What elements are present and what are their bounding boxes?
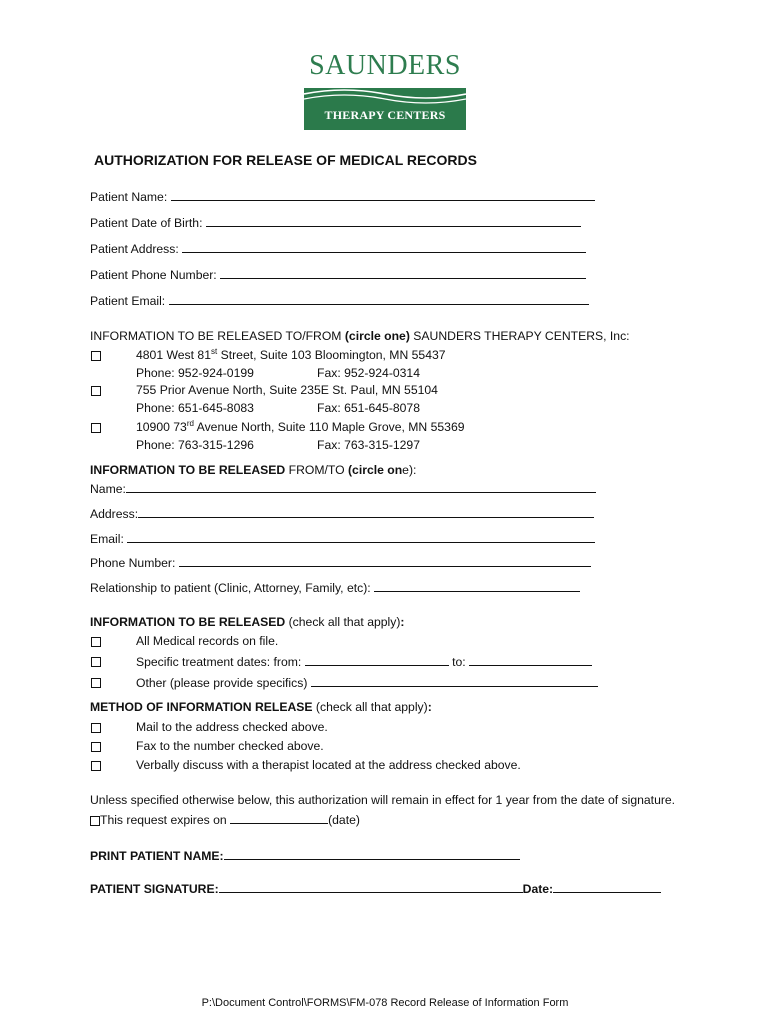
recipient-email-label: Email:	[90, 532, 124, 546]
logo-wordmark: SAUNDERS	[309, 50, 461, 81]
release-location-heading	[90, 329, 630, 343]
information-type-heading	[90, 615, 404, 629]
patient-email-label: Patient Email:	[90, 294, 166, 308]
checkbox-fax[interactable]	[91, 742, 101, 752]
print-name-field[interactable]	[90, 848, 520, 863]
heading-text: (check all that apply)	[312, 700, 428, 714]
patient-address-field[interactable]	[90, 241, 586, 256]
heading-bold-text-2: (circle on	[347, 463, 403, 477]
signature-line[interactable]	[219, 881, 523, 893]
checkbox-specific-dates[interactable]	[91, 657, 101, 667]
recipient-phone-label: Phone Number:	[90, 556, 176, 570]
location-maple-grove-address	[136, 420, 465, 434]
patient-address-line[interactable]	[182, 241, 586, 253]
patient-dob-field[interactable]	[90, 215, 581, 230]
address-ordinal: rd	[186, 418, 194, 428]
patient-phone-line[interactable]	[220, 267, 586, 279]
specific-dates-to-label: to:	[452, 655, 466, 669]
signature-date-label: Date:	[522, 882, 554, 896]
checkbox-location-st-paul[interactable]	[91, 386, 101, 396]
heading-colon: :	[400, 615, 405, 629]
option-fax: Fax to the number checked above.	[136, 739, 324, 753]
address-text: 4801 West 81	[136, 348, 211, 362]
recipient-address-label: Address:	[90, 507, 139, 521]
other-label: Other (please provide specifics)	[136, 676, 308, 690]
heading-bold-text: (circle one)	[344, 329, 410, 343]
location-bloomington-address	[136, 348, 446, 362]
patient-phone-field[interactable]	[90, 267, 586, 282]
recipient-phone-field[interactable]	[90, 555, 591, 570]
checkbox-mail[interactable]	[91, 723, 101, 733]
relationship-line[interactable]	[374, 580, 580, 592]
recipient-name-line[interactable]	[126, 481, 596, 493]
heading-text: INFORMATION TO BE RELEASED TO/FROM	[90, 329, 345, 343]
address-text: 10900 73	[136, 420, 187, 434]
address-text-end: Avenue North, Suite 110 Maple Grove, MN 55369	[193, 420, 465, 434]
location-maple-grove-fax: Fax: 763-315-1297	[317, 438, 420, 452]
print-name-line[interactable]	[224, 848, 520, 860]
option-all-records: All Medical records on file.	[136, 634, 279, 648]
logo	[304, 50, 466, 130]
recipient-address-field[interactable]	[90, 506, 594, 521]
option-verbal: Verbally discuss with a therapist located at the address checked above.	[136, 758, 521, 772]
location-st-paul-phone: Phone: 651-645-8083	[136, 401, 254, 415]
specific-dates-from-line[interactable]	[305, 654, 449, 666]
patient-name-field[interactable]	[90, 189, 595, 204]
patient-email-field[interactable]	[90, 293, 589, 308]
recipient-name-label: Name:	[90, 482, 126, 496]
heading-text-end: SAUNDERS THERAPY CENTERS, Inc:	[409, 329, 630, 343]
patient-address-label: Patient Address:	[90, 242, 179, 256]
checkbox-location-maple-grove[interactable]	[91, 423, 101, 433]
recipient-email-line[interactable]	[127, 531, 595, 543]
location-bloomington-phone: Phone: 952-924-0199	[136, 366, 254, 380]
specific-dates-from-label: Specific treatment dates: from:	[136, 655, 302, 669]
option-mail: Mail to the address checked above.	[136, 720, 328, 734]
heading-bold-text: METHOD OF INFORMATION RELEASE	[90, 700, 313, 714]
address-text-end: Street, Suite 103 Bloomington, MN 55437	[217, 348, 446, 362]
other-line[interactable]	[311, 675, 598, 687]
recipient-name-field[interactable]	[90, 481, 596, 496]
validity-statement: Unless specified otherwise below, this authorization will remain in effect for 1 year from the date of signature.	[90, 793, 676, 807]
relationship-label: Relationship to patient (Clinic, Attorney, Family, etc):	[90, 581, 371, 595]
recipient-phone-line[interactable]	[179, 555, 591, 567]
patient-name-line[interactable]	[171, 189, 595, 201]
print-name-label: PRINT PATIENT NAME:	[90, 849, 224, 863]
patient-dob-line[interactable]	[206, 215, 581, 227]
checkbox-verbal[interactable]	[91, 761, 101, 771]
release-method-heading	[90, 700, 432, 714]
recipient-address-line[interactable]	[138, 506, 594, 518]
form-title: AUTHORIZATION FOR RELEASE OF MEDICAL RECORDS	[94, 152, 477, 168]
option-specific-dates[interactable]	[136, 654, 592, 669]
relationship-field[interactable]	[90, 580, 580, 595]
patient-name-label: Patient Name:	[90, 190, 168, 204]
heading-text-end: e):	[402, 463, 417, 477]
location-bloomington-fax: Fax: 952-924-0314	[317, 366, 420, 380]
checkbox-expiration[interactable]	[90, 816, 100, 826]
signature-date-line[interactable]	[553, 881, 661, 893]
expiration-label: This request expires on	[100, 813, 227, 827]
heading-text: (check all that apply)	[285, 615, 401, 629]
checkbox-other[interactable]	[91, 678, 101, 688]
patient-dob-label: Patient Date of Birth:	[90, 216, 203, 230]
expiration-date-line[interactable]	[230, 812, 328, 824]
patient-email-line[interactable]	[169, 293, 589, 305]
heading-bold-text: INFORMATION TO BE RELEASED	[90, 615, 286, 629]
specific-dates-to-line[interactable]	[469, 654, 592, 666]
location-st-paul-address: 755 Prior Avenue North, Suite 235E St. Paul, MN 55104	[136, 383, 438, 397]
location-maple-grove-phone: Phone: 763-315-1296	[136, 438, 254, 452]
checkbox-all-records[interactable]	[91, 637, 101, 647]
logo-subtitle: THERAPY CENTERS	[324, 108, 446, 122]
signature-label: PATIENT SIGNATURE:	[90, 882, 219, 896]
patient-phone-label: Patient Phone Number:	[90, 268, 217, 282]
option-other[interactable]	[136, 675, 598, 690]
expiration-field[interactable]	[90, 812, 360, 827]
checkbox-location-bloomington[interactable]	[91, 351, 101, 361]
signature-field[interactable]	[90, 881, 661, 896]
address-ordinal: st	[210, 346, 218, 356]
heading-text: FROM/TO	[285, 463, 348, 477]
recipient-email-field[interactable]	[90, 531, 595, 546]
expiration-date-label: (date)	[328, 813, 360, 827]
recipient-heading	[90, 463, 416, 477]
footer-path: P:\Document Control\FORMS\FM-078 Record Release of Information Form	[201, 997, 569, 1009]
heading-colon: :	[427, 700, 432, 714]
heading-bold-text: INFORMATION TO BE RELEASED	[90, 463, 286, 477]
location-st-paul-fax: Fax: 651-645-8078	[317, 401, 420, 415]
